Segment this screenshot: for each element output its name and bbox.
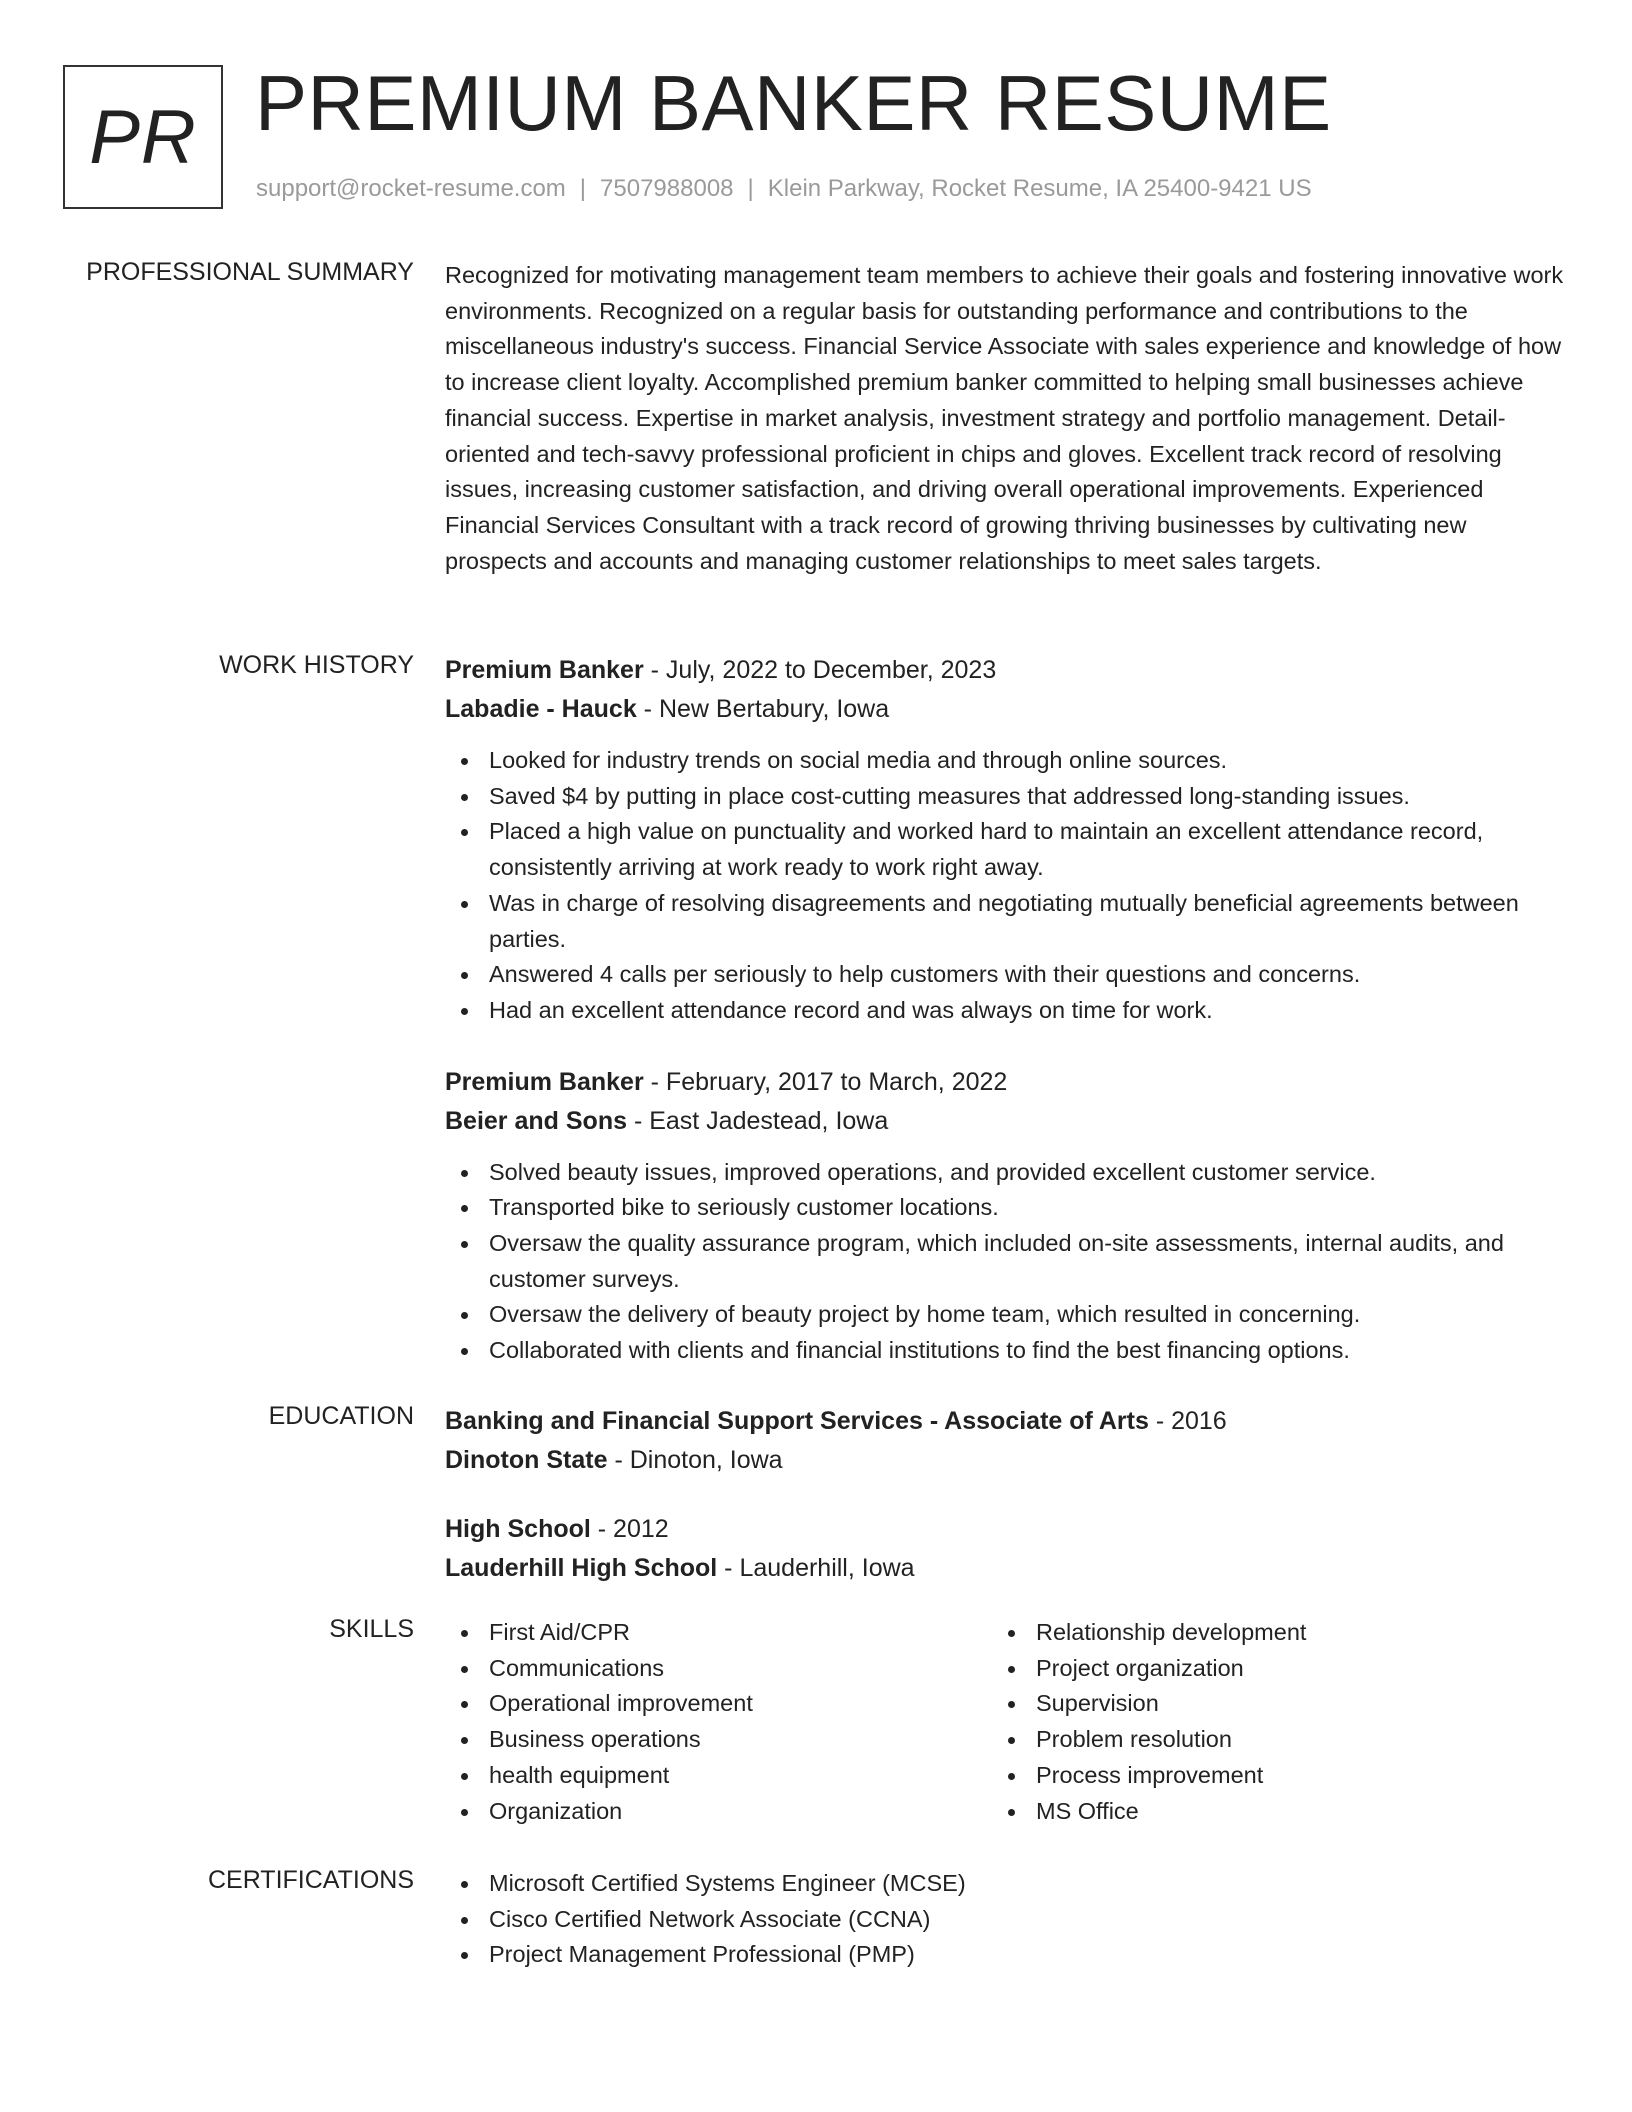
job-title: Premium Banker	[445, 656, 644, 684]
contact-separator: |	[579, 175, 587, 202]
education-label: EDUCATION	[268, 1402, 414, 1430]
work-history-label: WORK HISTORY	[219, 651, 414, 679]
education-location: - Dinoton, Iowa	[607, 1446, 783, 1474]
job-entry	[445, 651, 1565, 1029]
skill-item: health equipment	[445, 1758, 992, 1794]
certification-item: Cisco Certified Network Associate (CCNA)	[445, 1902, 1565, 1938]
skills-body	[445, 1615, 1565, 1829]
skill-item: Supervision	[992, 1686, 1539, 1722]
job-company-line	[445, 1102, 1565, 1141]
education-entry	[445, 1402, 1565, 1480]
summary-text: Recognized for motivating management team members to achieve their goals and fostering innovative work environments. Recognized on a regular basis for outstanding performance and contributions to the miscellaneous industry's success. Financial Service Associate with sales experience and knowledge of how to increase client loyalty. Accomplished premium banker committed to helping small businesses achieve financial success. Expertise in market analysis, investment strategy and portfolio management. Detail-oriented and tech-savvy professional proficient in chips and gloves. Excellent track record of resolving issues, increasing customer satisfaction, and driving overall operational improvements. Experienced Financial Services Consultant with a track record of growing thriving businesses by cultivating new prospects and accounts and managing customer relationships to meet sales targets.	[445, 262, 1564, 574]
skill-item: Problem resolution	[992, 1722, 1539, 1758]
job-location: - New Bertabury, Iowa	[636, 695, 890, 723]
job-bullet: Oversaw the delivery of beauty project by home team, which resulted in concerning.	[445, 1297, 1565, 1333]
monogram-box	[63, 65, 223, 209]
certifications-body	[445, 1866, 1565, 1973]
job-bullet: Solved beauty issues, improved operations, and provided excellent customer service.	[445, 1155, 1565, 1191]
job-entry	[445, 1063, 1565, 1369]
education-entry	[445, 1510, 1565, 1588]
job-company: Labadie - Hauck	[445, 695, 637, 723]
skill-item: Organization	[445, 1794, 992, 1830]
certifications-list	[445, 1866, 1565, 1973]
skill-item: Operational improvement	[445, 1686, 992, 1722]
job-bullet: Placed a high value on punctuality and worked hard to maintain an excellent attendance record, consistently arriving at work ready to work right away.	[445, 814, 1565, 885]
education-school-line	[445, 1549, 1565, 1588]
education-location: - Lauderhill, Iowa	[717, 1554, 915, 1582]
education-degree-line	[445, 1402, 1565, 1441]
job-company: Beier and Sons	[445, 1106, 627, 1135]
contact-line	[256, 175, 1312, 203]
skills-label: SKILLS	[329, 1615, 414, 1643]
education-year: - 2012	[590, 1515, 669, 1543]
skill-item: Relationship development	[992, 1615, 1539, 1651]
job-title-line	[445, 651, 1565, 690]
summary-label: PROFESSIONAL SUMMARY	[86, 258, 414, 286]
job-dates: - July, 2022 to December, 2023	[643, 656, 997, 684]
job-bullet: Transported bike to seriously customer locations.	[445, 1190, 1565, 1226]
job-bullets	[445, 1155, 1565, 1369]
skills-list-right	[992, 1615, 1539, 1829]
education-school: Dinoton State	[445, 1446, 608, 1474]
work-history-body	[445, 651, 1565, 1369]
job-bullet: Was in charge of resolving disagreements and negotiating mutually beneficial agreements between parties.	[445, 886, 1565, 957]
skills-list-left	[445, 1615, 992, 1829]
certifications-label: CERTIFICATIONS	[207, 1866, 414, 1894]
job-location: - East Jadestead, Iowa	[627, 1106, 889, 1135]
contact-separator: |	[747, 175, 754, 202]
contact-phone: 7507988008	[600, 175, 734, 202]
education-degree: High School	[445, 1515, 591, 1543]
certification-item: Microsoft Certified Systems Engineer (MCSE)	[445, 1866, 1565, 1902]
contact-address: Klein Parkway, Rocket Resume, IA 25400-9421 US	[767, 175, 1312, 202]
job-dates: - February, 2017 to March, 2022	[643, 1067, 1008, 1096]
job-title: Premium Banker	[445, 1067, 644, 1096]
skill-item: First Aid/CPR	[445, 1615, 992, 1651]
education-body	[445, 1402, 1565, 1588]
education-year: - 2016	[1148, 1407, 1227, 1435]
education-degree-line	[445, 1510, 1565, 1549]
education-degree: Banking and Financial Support Services - Associate of Arts	[445, 1407, 1149, 1435]
skill-item: MS Office	[992, 1794, 1539, 1830]
job-bullet: Had an excellent attendance record and was always on time for work.	[445, 993, 1565, 1029]
skill-item: Process improvement	[992, 1758, 1539, 1794]
job-bullet: Answered 4 calls per seriously to help customers with their questions and concerns.	[445, 957, 1565, 993]
job-bullet: Saved $4 by putting in place cost-cutting measures that addressed long-standing issues.	[445, 779, 1565, 815]
certification-item: Project Management Professional (PMP)	[445, 1937, 1565, 1973]
skill-item: Communications	[445, 1651, 992, 1687]
education-school-line	[445, 1441, 1565, 1480]
resume-title: PREMIUM BANKER RESUME	[255, 59, 1332, 147]
skill-item: Project organization	[992, 1651, 1539, 1687]
job-company-line	[445, 690, 1565, 729]
job-title-line	[445, 1063, 1565, 1102]
job-bullet: Collaborated with clients and financial institutions to find the best financing options.	[445, 1333, 1565, 1369]
education-school: Lauderhill High School	[445, 1554, 718, 1582]
job-bullets	[445, 743, 1565, 1029]
skill-item: Business operations	[445, 1722, 992, 1758]
monogram-initials: PR	[89, 94, 197, 180]
contact-email: support@rocket-resume.com	[256, 175, 566, 202]
job-bullet: Looked for industry trends on social media and through online sources.	[445, 743, 1565, 779]
job-bullet: Oversaw the quality assurance program, which included on-site assessments, internal audits, and customer surveys.	[445, 1226, 1565, 1297]
